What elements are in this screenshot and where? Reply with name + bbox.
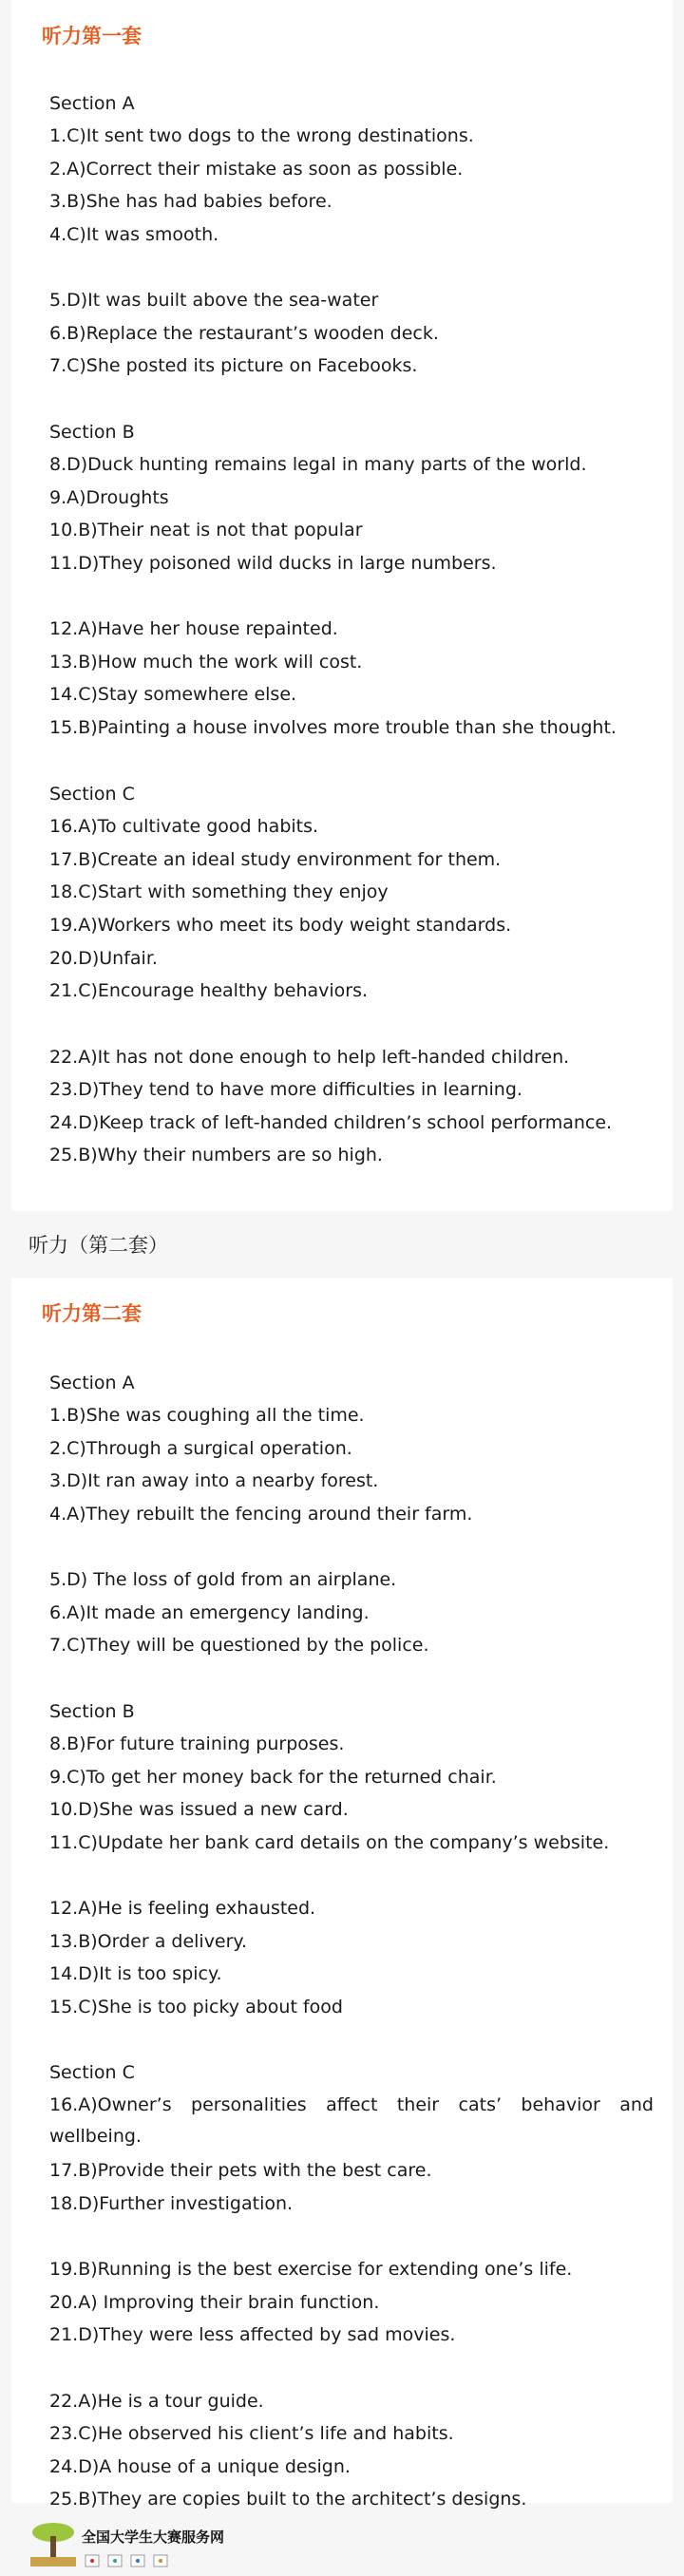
answer-line: 19.B)Running is the best exercise for extending one’s life.: [49, 2259, 573, 2280]
answer-line: 24.D)Keep track of left-handed children’s school performance.: [49, 1112, 613, 1133]
answer-line: 15.B)Painting a house involves more trouble than she thought.: [49, 717, 617, 738]
answer-line: 4.A)They rebuilt the fencing around their farm.: [49, 1504, 473, 1525]
answer-line: 21.D)They were less affected by sad movies.: [49, 2324, 456, 2345]
set1-section-a: Section A: [49, 93, 135, 114]
answer-line: 21.C)Encourage healthy behaviors.: [49, 980, 369, 1001]
set2-section-c: Section C: [49, 2062, 135, 2083]
answer-line: 5.D)It was built above the sea-water: [49, 290, 379, 311]
answer-line: 10.D)She was issued a new card.: [49, 1799, 349, 1820]
answer-line: 18.D)Further investigation.: [49, 2193, 294, 2214]
answer-line: 25.B)Why their numbers are so high.: [49, 1145, 383, 1165]
answer-line: 25.B)They are copies built to the architect’s designs.: [49, 2489, 527, 2510]
answer-line: 17.B)Create an ideal study environment for them.: [49, 849, 502, 870]
answer-line: 8.D)Duck hunting remains legal in many parts of the world.: [49, 454, 587, 475]
answer-line: 10.B)Their neat is not that popular: [49, 520, 363, 540]
answer-line: 9.A)Droughts: [49, 487, 169, 508]
answer-line: 7.C)She posted its picture on Facebooks.: [49, 355, 418, 376]
answer-line: 19.A)Workers who meet its body weight standards.: [49, 915, 512, 936]
answer-line: 22.A)He is a tour guide.: [49, 2391, 264, 2412]
set2-title: 听力第二套: [42, 1302, 142, 1325]
answer-line: 24.D)A house of a unique design.: [49, 2456, 351, 2477]
answer-line: 23.D)They tend to have more difficulties in learning.: [49, 1079, 522, 1100]
answer-line: 9.C)To get her money back for the returned chair.: [49, 1767, 497, 1788]
answer-line: 2.C)Through a surgical operation.: [49, 1438, 352, 1459]
answer-line: 11.C)Update her bank card details on the company’s website.: [49, 1832, 610, 1853]
answer-line: 7.C)They will be questioned by the police.: [49, 1635, 429, 1656]
answer-line: 5.D) The loss of gold from an airplane.: [49, 1569, 397, 1590]
answer-line: 3.D)It ran away into a nearby forest.: [49, 1470, 379, 1491]
answer-line: 8.B)For future training purposes.: [49, 1733, 345, 1754]
answer-line: 3.B)She has had babies before.: [49, 191, 332, 212]
answer-line: 14.C)Stay somewhere else.: [49, 684, 297, 705]
answer-line: 17.B)Provide their pets with the best care.: [49, 2160, 432, 2181]
set1-section-b: Section B: [49, 422, 135, 443]
answer-line: 20.D)Unfair.: [49, 948, 158, 969]
answer-line: 13.B)How much the work will cost.: [49, 652, 363, 672]
set2-section-b: Section B: [49, 1701, 135, 1722]
answer-line: 6.B)Replace the restaurant’s wooden deck.: [49, 323, 439, 344]
footer-org-name: 全国大学生大赛服务网: [82, 2529, 225, 2546]
answer-line: 20.A) Improving their brain function.: [49, 2292, 380, 2313]
set2-heading: 听力（第二套）: [28, 1234, 168, 1257]
answer-line: 6.A)It made an emergency landing.: [49, 1602, 370, 1623]
answer-line: 13.B)Order a delivery.: [49, 1931, 248, 1952]
answer-line: 16.A)To cultivate good habits.: [49, 816, 319, 837]
answer-line: 11.D)They poisoned wild ducks in large numbers.: [49, 553, 497, 574]
answer-line: 22.A)It has not done enough to help left-handed children.: [49, 1047, 570, 1068]
answer-line: 1.C)It sent two dogs to the wrong destinations.: [49, 125, 474, 146]
answer-line: 16.A)Owner’s personalities affect their cats’ behavior and wellbeing.: [49, 2094, 654, 2147]
answer-line: 12.A)Have her house repainted.: [49, 618, 338, 639]
set1-title: 听力第一套: [42, 25, 142, 47]
answer-line: 2.A)Correct their mistake as soon as possible.: [49, 159, 464, 180]
answer-line: 4.C)It was smooth.: [49, 224, 219, 245]
answer-line: 23.C)He observed his client’s life and habits.: [49, 2423, 454, 2444]
set1-section-c: Section C: [49, 784, 135, 805]
answer-line: 12.A)He is feeling exhausted.: [49, 1898, 316, 1919]
set2-section-a: Section A: [49, 1373, 135, 1393]
answer-line: 15.C)She is too picky about food: [49, 1997, 343, 2017]
answer-line: 1.B)She was coughing all the time.: [49, 1405, 365, 1426]
answer-line: 14.D)It is too spicy.: [49, 1963, 222, 1984]
answer-line: 18.C)Start with something they enjoy: [49, 881, 389, 902]
